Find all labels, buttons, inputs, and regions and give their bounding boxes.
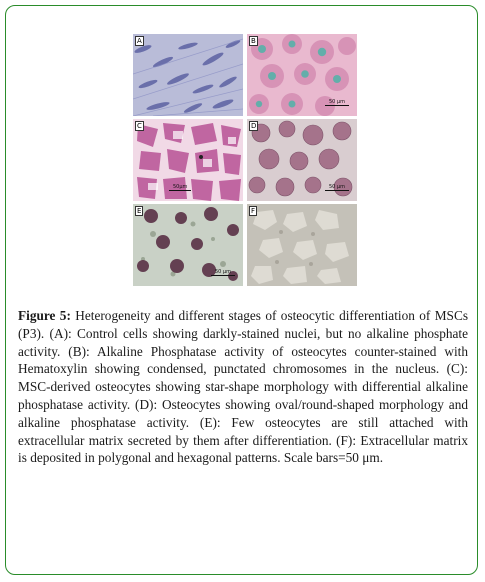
figure-caption [18, 307, 468, 467]
panel-label: E [137, 207, 142, 215]
panel-e-micrograph [133, 204, 243, 286]
panel-label: D [251, 122, 257, 130]
panel-label: A [137, 37, 142, 45]
scale-bar: 50 μm [325, 99, 349, 106]
scale-bar: 50 μm [325, 184, 349, 191]
panel-label: C [137, 122, 142, 130]
figure-caption-label: Figure 5: [18, 308, 71, 323]
panel-label: F [251, 207, 256, 215]
panel-b-micrograph [247, 34, 357, 116]
scale-bar: 50 μm [211, 269, 235, 276]
panel-a-micrograph [133, 34, 243, 116]
figure-image-grid [133, 34, 357, 289]
panel-label: B [251, 37, 256, 45]
panel-f-micrograph [247, 204, 357, 286]
panel-c-micrograph [133, 119, 243, 201]
figure-caption-text: Heterogeneity and different stages of osteocytic differentiation of MSCs (P3). (A): Control cells showing darkly-stained nuclei, but no alkaline phosphate activity. (B): Alkaline Phosphatase activity of osteocytes counter-stained with Hematoxylin showing condensed, punctated chromosomes in the nucleus. (C): MSC-derived osteocytes showing star-shape morphology with differential alkaline phosphatase activity. (D): Osteocytes showing oval/round-shaped morphology and alkaline phosphatase activity. (E): Few osteocytes are still attached with extracellular matrix secreted by them after differentiation. (F): Extracellular matrix is deposited in polygonal and hexagonal patterns. Scale bars=50 μm. [18, 308, 468, 466]
panel-d-micrograph [247, 119, 357, 201]
scale-bar: 50μm [169, 184, 191, 191]
